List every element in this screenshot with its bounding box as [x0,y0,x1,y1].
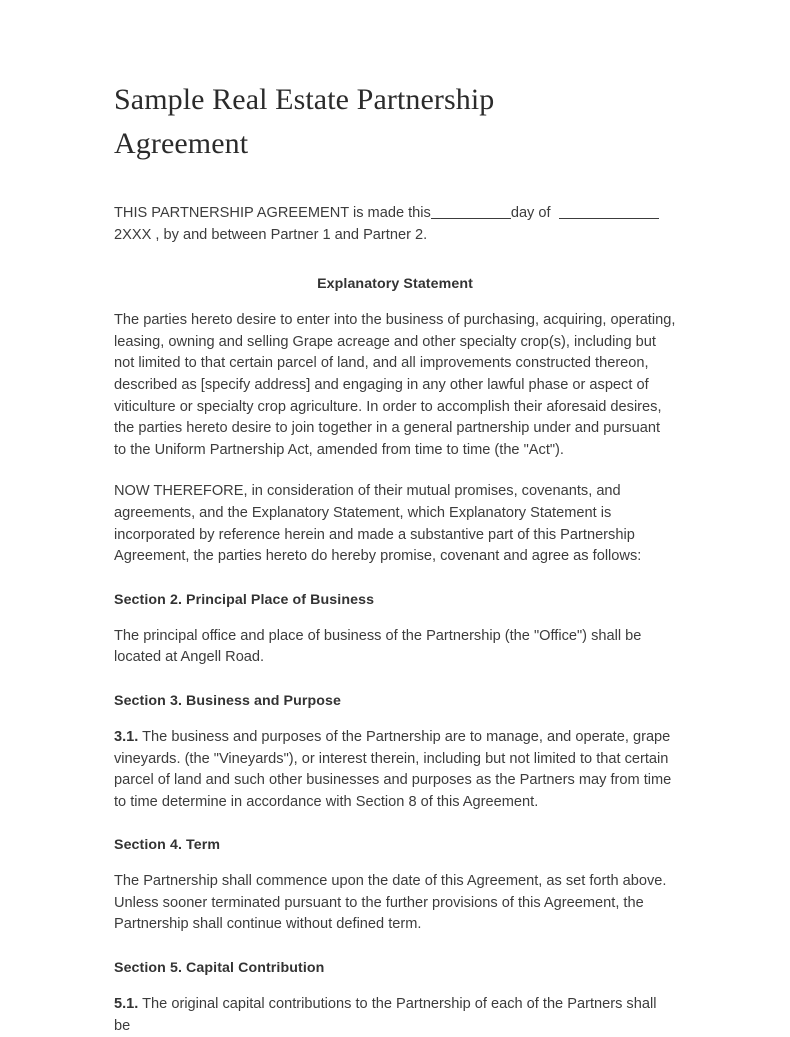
intro-tail-text: 2XXX , by and between Partner 1 and Partner 2. [114,226,428,243]
intro-lead-text: THIS PARTNERSHIP AGREEMENT is made this [114,205,431,221]
explanatory-paragraph-1: The parties hereto desire to enter into the business of purchasing, acquiring, operating, leasing, owning and selling Grape acreage and other specialty crop(s), including but not limited to that certain parcel of land, and all improvements constructed thereon, described as [specify address] and engaging in any other lawful phase or aspect of viticulture or specialty crop agriculture. In order to accomplish their aforesaid desires, the parties hereto desire to join together in a general partnership under and pursuant to the Uniform Partnership Act, amended from time to time (the "Act"). [114,312,676,458]
explanatory-paragraph-2: NOW THEREFORE, in consideration of their mutual promises, covenants, and agreements, and the Explanatory Statement, which Explanatory Statement is incorporated by reference herein and made a substantive part of this Partnership Agreement, the parties hereto do hereby promise, covenant and agree as follows: [114,483,642,565]
day-blank-field[interactable] [431,204,511,219]
section-heading-4: Section 4. Term [114,837,221,854]
section-body-2: The principal office and place of business of the Partnership (the "Office") shall be located at Angell Road. [114,627,642,666]
intro-mid-text: day of [510,205,555,221]
section-body-5 [114,994,676,1037]
section-heading-3: Section 3. Business and Purpose [114,692,342,709]
section-body-3 [114,727,676,813]
month-blank-field[interactable] [559,204,659,219]
clause-number-3-1: 3.1. [114,728,139,745]
clause-number-5-1: 5.1. [114,996,139,1013]
section-heading-2: Section 2. Principal Place of Business [114,591,375,608]
section-heading-5: Section 5. Capital Contribution [114,960,325,977]
page-title: Sample Real Estate Partnership Agreement [114,83,495,160]
document-content [114,0,676,1037]
section-body-4: The Partnership shall commence upon the date of this Agreement, as set forth above. Unless sooner terminated pursuant to the further provisions of this Agreement, the Partnership shall continue without defined term. [114,873,667,933]
clause-text-3-1: The business and purposes of the Partnership are to manage, and operate, grape vineyards. (the "Vineyards"), or interest therein, including but not limited to that certain parcel of land and such other businesses and purposes as the Partners may from time to time determine in accordance with Section 8 of this Agreement. [114,728,672,810]
explanatory-statement-heading: Explanatory Statement [317,276,473,293]
clause-text-5-1: The original capital contributions to the Partnership of each of the Partners shall be [114,996,657,1034]
intro-paragraph [114,166,676,246]
